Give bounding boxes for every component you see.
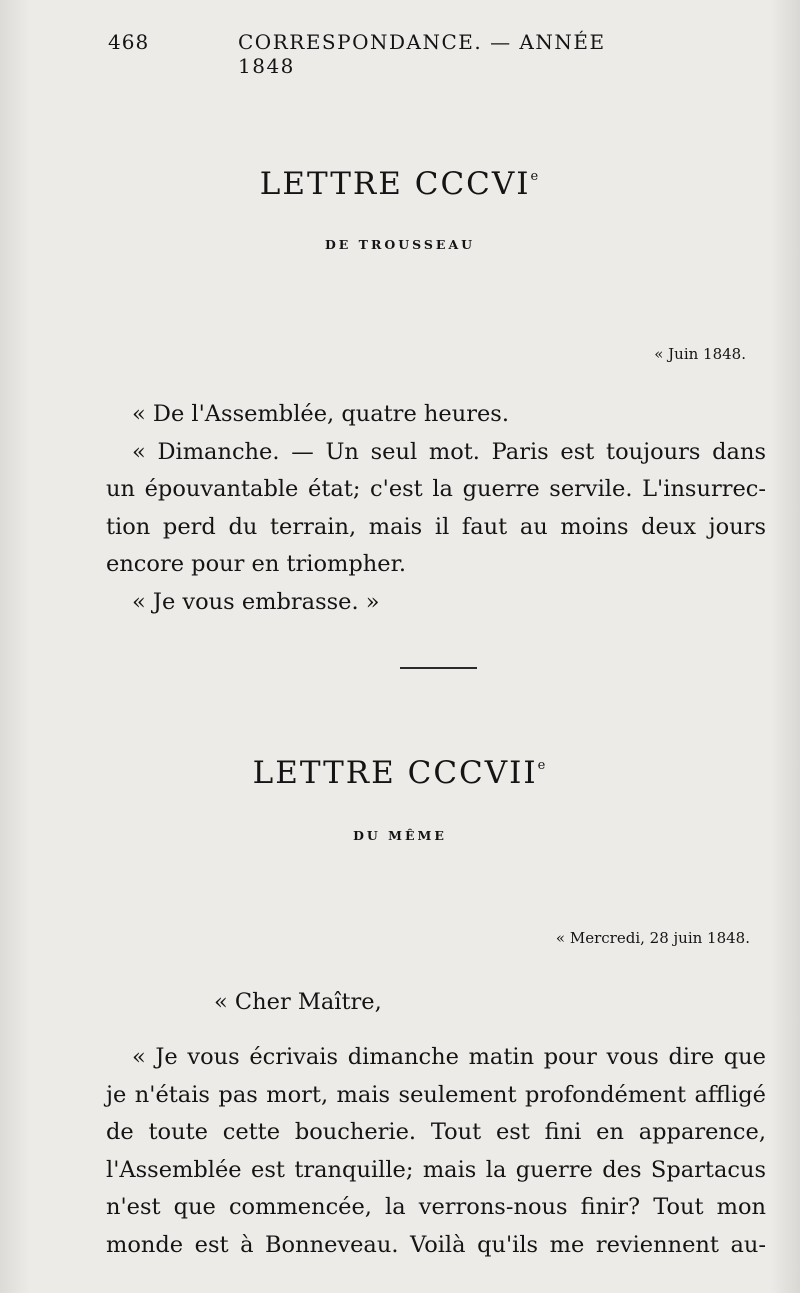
letter-author: DU MÊME bbox=[353, 828, 447, 843]
body-line: « De l'Assemblée, quatre heures. bbox=[132, 401, 509, 427]
body-line: « Je vous embrasse. » bbox=[132, 588, 380, 615]
page-number: 468 bbox=[108, 30, 150, 54]
title-superscript: e bbox=[537, 758, 548, 773]
running-title: CORRESPONDANCE. — ANNÉE 1848 bbox=[238, 30, 606, 78]
letter-date: « Mercredi, 28 juin 1848. bbox=[555, 929, 750, 947]
letter-body bbox=[106, 396, 766, 622]
salutation bbox=[214, 984, 514, 1022]
body-line: n'est que commencée, la verrons-nous finir? Tout mon bbox=[106, 1194, 766, 1221]
body-line: de toute cette boucherie. Tout est fini en apparence, bbox=[106, 1119, 766, 1146]
body-line: monde est à Bonneveau. Voilà qu'ils me reviennent au- bbox=[106, 1231, 766, 1258]
section-divider bbox=[400, 667, 477, 669]
body-line: tion perd du terrain, mais il faut au moins deux jours bbox=[106, 513, 766, 540]
body-line: encore pour en triompher. bbox=[106, 551, 407, 578]
body-line: « Dimanche. — Un seul mot. Paris est toujours dans bbox=[132, 438, 766, 465]
letter-author: DE TROUSSEAU bbox=[324, 237, 476, 252]
letter-title: LETTRE CCCVIe bbox=[259, 166, 541, 202]
letter-body bbox=[106, 1039, 766, 1265]
letter-title: LETTRE CCCVIIe bbox=[252, 755, 548, 791]
salutation-line: « Cher Maître, bbox=[214, 989, 382, 1015]
body-line: je n'étais pas mort, mais seulement profondément affligé bbox=[106, 1081, 766, 1108]
body-line: un épouvantable état; c'est la guerre servile. L'insurrec- bbox=[106, 476, 766, 503]
body-line: l'Assemblée est tranquille; mais la guerre des Spartacus bbox=[106, 1156, 766, 1183]
letter-date: « Juin 1848. bbox=[654, 345, 746, 363]
title-superscript: e bbox=[530, 169, 541, 184]
body-line: « Je vous écrivais dimanche matin pour vous dire que bbox=[132, 1044, 766, 1070]
